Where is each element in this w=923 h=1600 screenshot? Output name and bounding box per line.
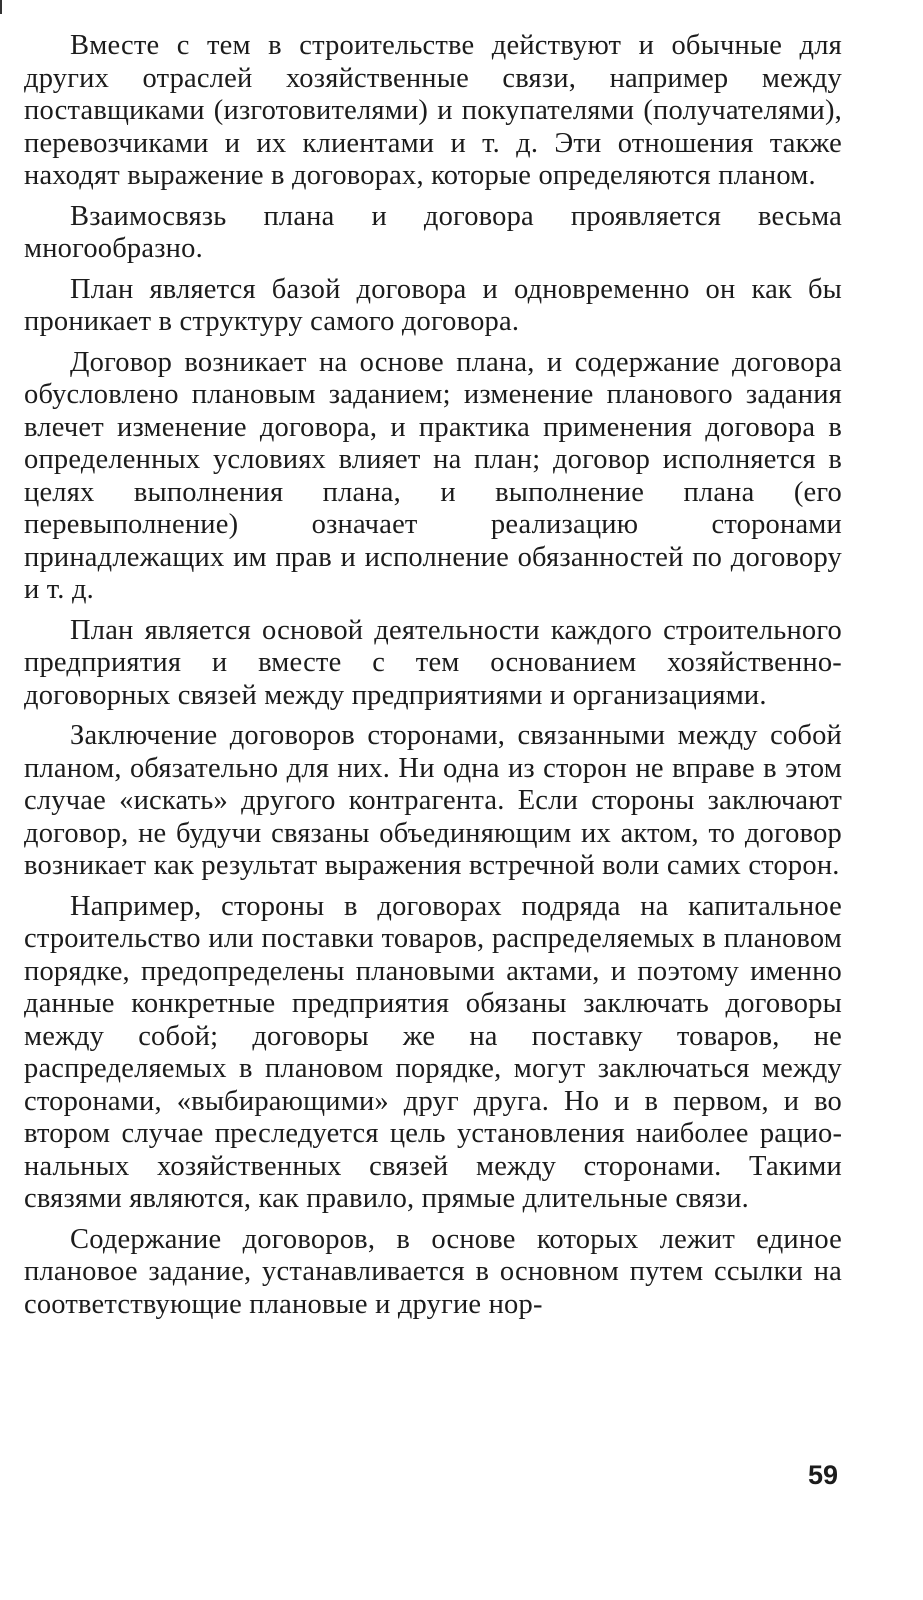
page-number: 59 [808, 1460, 839, 1490]
scan-edge-mark [0, 0, 2, 14]
body-text [24, 30, 842, 1329]
paragraph-8: Содержание договоров, в основе которых лежит единое плановое задание, устанавливается в основном путем ссылки на соответствующие плановые и другие нор- [24, 1223, 842, 1320]
paragraph-2: Взаимосвязь плана и договора проявляется весьма многообразно. [24, 200, 842, 264]
paragraph-7: Например, стороны в договорах подряда на капитальное строительство или поставки товаров, распределяемых в плановом порядке, предопределены плановыми актами, и поэтому именно данные конкретные предприятия обязаны заключать договоры между собой; договоры же на поставку товаров, не распределяемых в плановом порядке, могут заключаться между сторонами, «выбирающими» друг друга. Но и в первом, и во втором случае преследуется цель установления наиболее рациональных хозяйственных связей между сторонами. Такими связями являются, как правило, прямые длительные связи. [24, 890, 842, 1214]
paragraph-1: Вместе с тем в строительстве действуют и обычные для других отраслей хозяйственные связи, например между поставщиками (изготовителями) и покупателями (получателями), перевозчиками и их клиентами и т. д. Эти отношения также находят выражение в договорах, которые определяются планом. [24, 30, 842, 191]
paragraph-4: Договор возникает на основе плана, и содержание договора обусловлено плановым заданием; изменение планового задания влечет изменение договора, и практика применения договора в определенных условиях влияет на план; договор исполняется в целях выполнения плана, и выполнение плана (его перевыполнение) означает реализацию сторонами принадлежащих им прав и исполнение обязанностей по договору и т. д. [24, 346, 842, 605]
paragraph-5: План является основой деятельности каждого строительного предприятия и вместе с тем основанием хозяйственно-договорных связей между предприятиями и организациями. [24, 614, 842, 711]
paragraph-6: Заключение договоров сторонами, связанными между собой планом, обязательно для них. Ни одна из сторон не вправе в этом случае «искать» другого контрагента. Если стороны заключают договор, не будучи связаны объединяющим их актом, то договор возникает как результат выражения встречной воли самих сторон. [24, 720, 842, 881]
paragraph-3: План является базой договора и одновременно он как бы проникает в структуру самого договора. [24, 273, 842, 337]
